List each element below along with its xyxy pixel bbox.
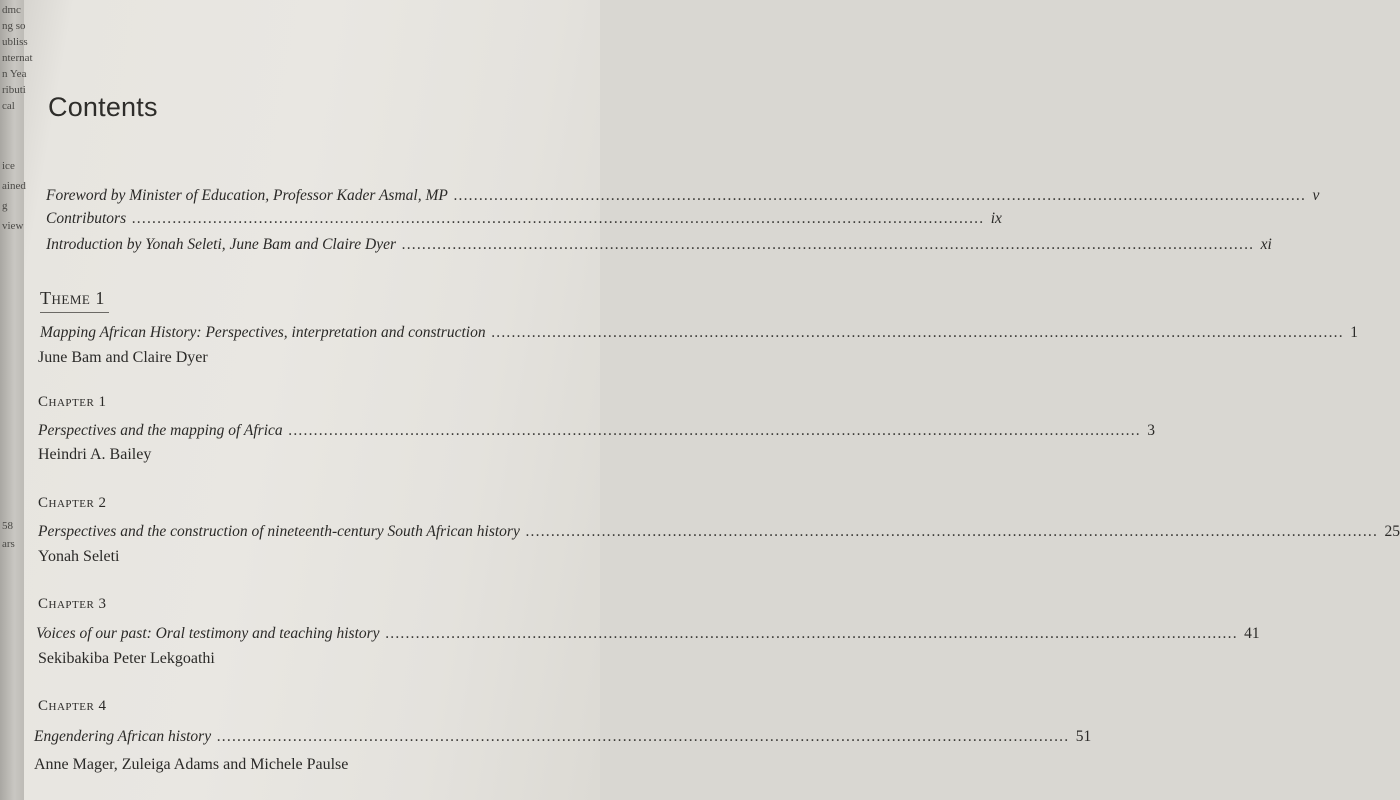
toc-entry-foreword[interactable]	[46, 187, 1320, 205]
toc-entry-theme-1[interactable]	[40, 324, 1358, 342]
entry-title: Foreword by Minister of Education, Professor Kader Asmal, MP	[46, 187, 448, 204]
entry-title: Mapping African History: Perspectives, interpretation and construction	[40, 324, 486, 341]
prev-page-fragment: ng so	[2, 20, 26, 32]
entry-page-number: ix	[990, 210, 1002, 227]
entry-authors: Anne Mager, Zuleiga Adams and Michele Paulse	[34, 756, 349, 773]
entry-page-number: 1	[1350, 324, 1358, 341]
toc-entry-chapter-4[interactable]	[34, 728, 1092, 746]
entry-title: Engendering African history	[34, 728, 212, 745]
prev-page-fragment: 58	[2, 520, 13, 532]
dot-leader	[526, 523, 1379, 541]
previous-page-edge	[0, 0, 33, 800]
prev-page-fragment: g	[2, 200, 8, 212]
toc-entry-contributors[interactable]	[46, 210, 1002, 228]
entry-title: Perspectives and the mapping of Africa	[38, 422, 283, 439]
toc-entry-chapter-3[interactable]	[36, 625, 1260, 643]
dot-leader	[132, 210, 985, 228]
prev-page-fragment: n Yea	[2, 68, 27, 80]
toc-entry-chapter-1[interactable]	[38, 422, 1156, 440]
contents-heading: Contents	[48, 92, 158, 122]
toc-entry-chapter-2[interactable]	[38, 523, 1400, 541]
toc-entry-introduction[interactable]	[46, 236, 1272, 254]
dot-leader	[386, 625, 1239, 643]
prev-page-fragment: ributi	[2, 84, 26, 96]
dot-leader	[217, 728, 1070, 746]
entry-authors: Heindri A. Bailey	[38, 446, 152, 463]
prev-page-fragment: ars	[2, 538, 15, 550]
entry-authors: June Bam and Claire Dyer	[38, 349, 208, 366]
prev-page-fragment: ice	[2, 160, 15, 172]
entry-page-number: 51	[1075, 728, 1092, 745]
entry-page-number: xi	[1260, 236, 1272, 253]
entry-page-number: 41	[1244, 625, 1260, 642]
prev-page-fragment: view	[2, 220, 24, 232]
prev-page-fragment: ubliss	[2, 36, 28, 48]
chapter-label: Chapter 2	[38, 495, 107, 511]
prev-page-fragment: dmc	[2, 4, 21, 16]
chapter-label: Chapter 4	[38, 698, 107, 714]
entry-title: Voices of our past: Oral testimony and teaching history	[36, 625, 380, 642]
entry-authors: Sekibakiba Peter Lekgoathi	[38, 650, 215, 667]
dot-leader	[492, 324, 1345, 342]
theme-label: Theme 1	[40, 288, 109, 313]
dot-leader	[402, 236, 1255, 254]
dot-leader	[289, 422, 1142, 440]
entry-title: Introduction by Yonah Seleti, June Bam and Claire Dyer	[46, 236, 396, 253]
entry-title: Contributors	[46, 210, 127, 227]
chapter-label: Chapter 1	[38, 394, 107, 410]
entry-title: Perspectives and the construction of nineteenth-century South African history	[38, 523, 520, 540]
prev-page-fragment: nternat	[2, 52, 33, 64]
prev-page-fragment: ained	[2, 180, 26, 192]
entry-page-number: 3	[1147, 422, 1156, 439]
entry-authors: Yonah Seleti	[38, 548, 120, 565]
prev-page-fragment: cal	[2, 100, 15, 112]
dot-leader	[454, 187, 1307, 205]
entry-page-number: v	[1312, 187, 1320, 204]
entry-page-number: 25	[1384, 523, 1400, 540]
chapter-label: Chapter 3	[38, 596, 107, 612]
